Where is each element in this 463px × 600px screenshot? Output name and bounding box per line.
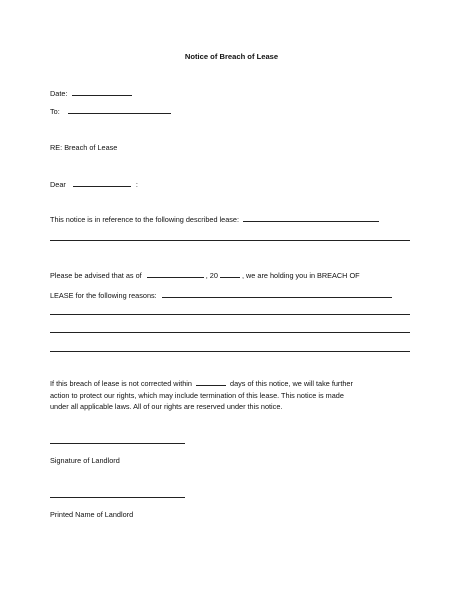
advised-suffix: , we are holding you in BREACH OF [241,271,360,280]
reference-text: This notice is in reference to the following described lease: [50,215,240,224]
reasons-row [50,290,392,300]
breach-date-field[interactable] [147,270,204,278]
printed-name-label: Printed Name of Landlord [50,510,134,519]
cure-line-3: under all applicable laws. All of our rights are reserved under this notice. [50,402,283,411]
date-field[interactable] [72,88,132,96]
cure-prefix: If this breach of lease is not corrected within [50,379,192,388]
to-field[interactable] [68,106,171,114]
date-row [50,88,132,98]
cure-days-field[interactable] [196,378,226,386]
lease-description-field[interactable] [243,214,379,222]
advised-prefix: Please be advised that as of [50,271,142,280]
document-title: Notice of Breach of Lease [184,52,279,61]
breach-year-field[interactable] [220,270,240,278]
dear-colon: : [135,180,138,189]
dear-row [50,179,138,189]
reasons-line-2[interactable] [50,332,410,333]
advised-year-prefix: , 20 [205,271,218,280]
date-label: Date: [50,89,68,98]
cure-suffix: days of this notice, we will take further [230,379,353,388]
cure-paragraph [50,378,420,413]
reasons-field[interactable] [162,290,392,298]
signature-label: Signature of Landlord [50,456,120,465]
printed-name-line[interactable] [50,497,185,498]
dear-name-field[interactable] [73,179,131,187]
cure-line-1 [50,378,420,390]
to-row [50,106,171,116]
re-line: RE: Breach of Lease [50,143,118,152]
dear-label: Dear [50,180,66,189]
signature-line[interactable] [50,443,185,444]
to-label: To: [50,107,60,116]
advised-row [50,270,360,280]
reasons-label: LEASE for the following reasons: [50,291,157,300]
reasons-line-1[interactable] [50,314,410,315]
cure-line-2: action to protect our rights, which may include termination of this lease. This notice is made [50,390,344,400]
reasons-line-3[interactable] [50,351,410,352]
reference-row [50,214,379,224]
lease-description-line[interactable] [50,240,410,241]
